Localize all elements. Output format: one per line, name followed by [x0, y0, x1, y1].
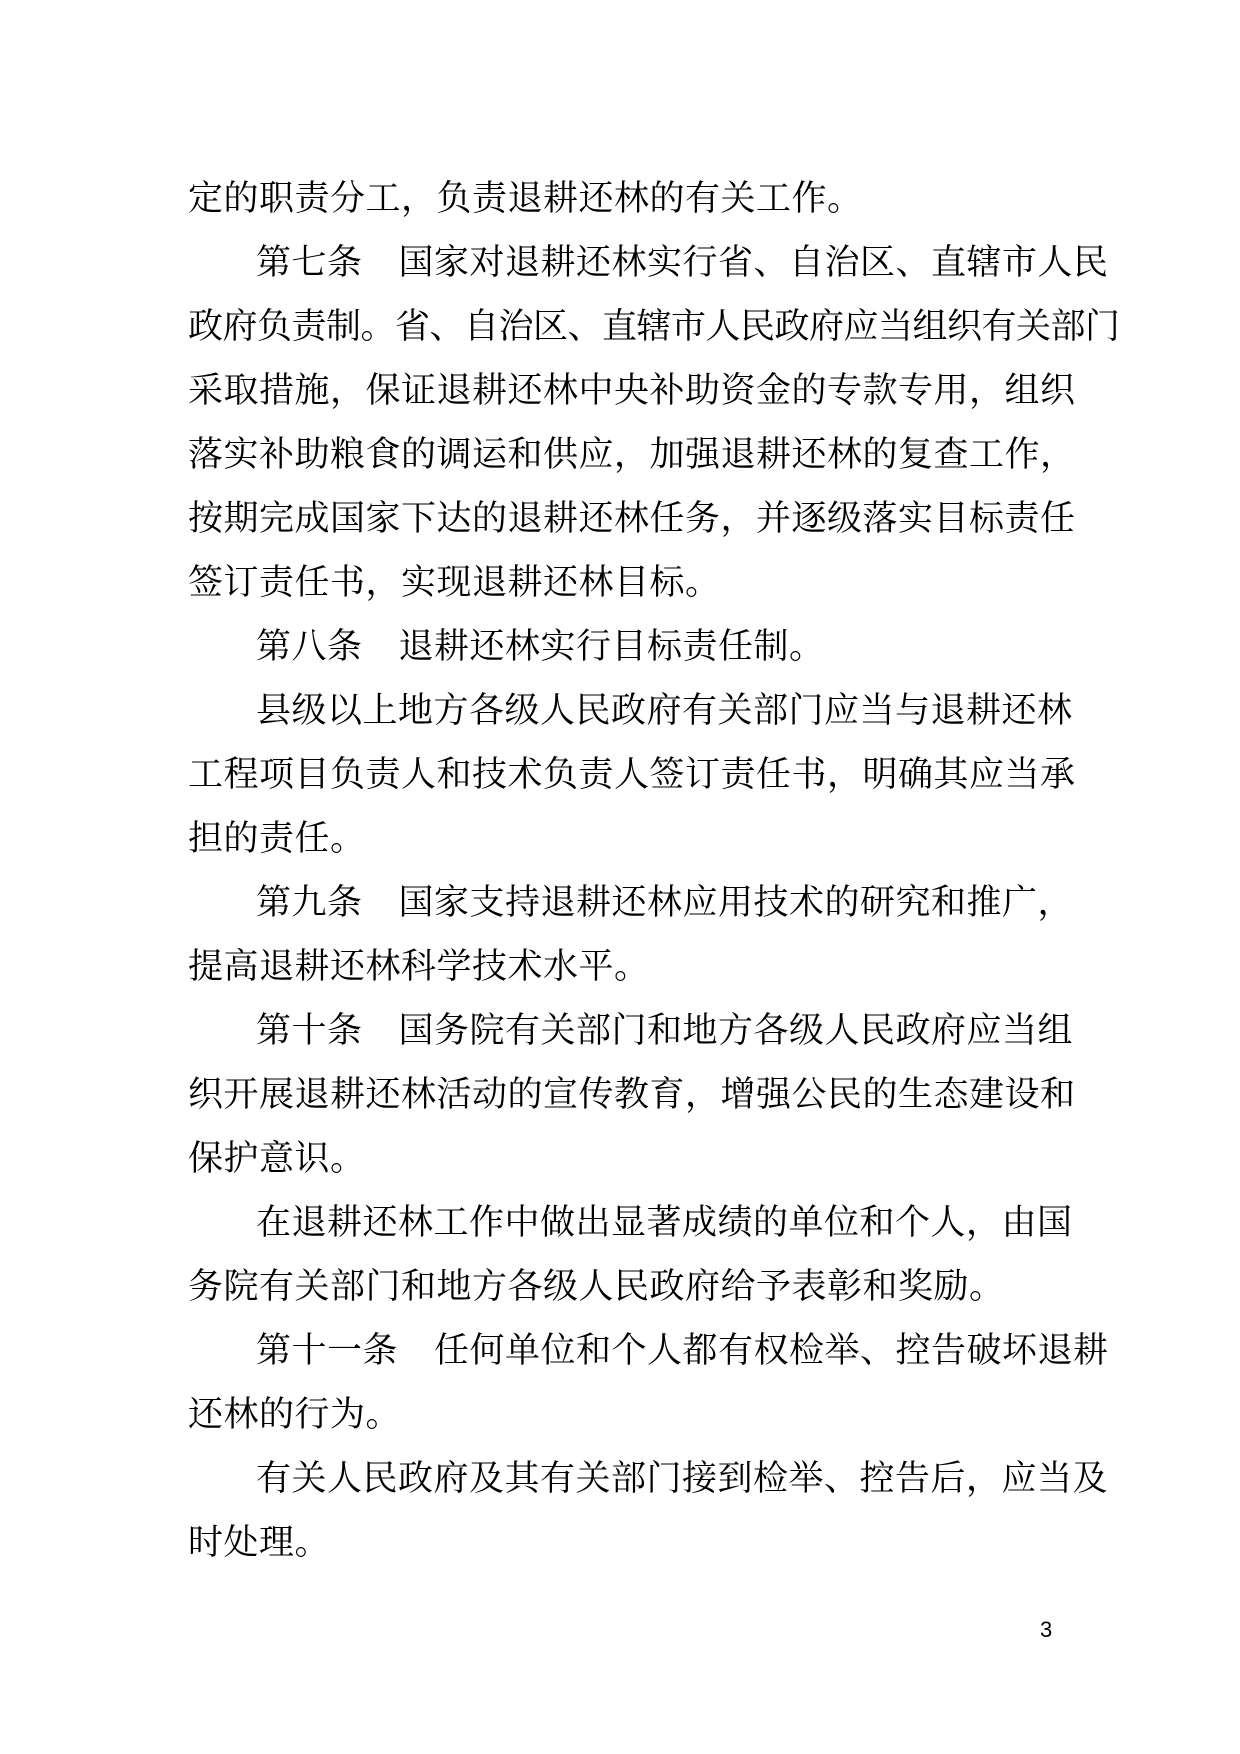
- article-7-heading: 第七条: [256, 243, 363, 283]
- article-9-line: [188, 871, 1074, 935]
- text-line: 务院有关部门和地方各级人民政府给予表彰和奖励。: [188, 1267, 1005, 1307]
- text-line: 退耕还林实行目标责任制。: [398, 627, 825, 667]
- text-line: 定的职责分工，负责退耕还林的有关工作。: [188, 179, 863, 219]
- text-line: 采取措施，保证退耕还林中央补助资金的专款专用，组织: [188, 371, 1076, 411]
- article-8-heading: 第八条: [256, 627, 363, 667]
- text-line: 国家对退耕还林实行省、自治区、直辖市人民: [398, 243, 1109, 283]
- text-line: 有关人民政府及其有关部门接到检举、控告后，应当及: [256, 1459, 1109, 1499]
- text-line: 落实补助粮食的调运和供应，加强退耕还林的复查工作，: [188, 435, 1076, 475]
- text-line: 政府负责制。省、自治区、直辖市人民政府应当组织有关部门: [188, 307, 1120, 347]
- text-line: 时处理。: [188, 1523, 331, 1563]
- text-line: 在退耕还林工作中做出显著成绩的单位和个人，由国: [256, 1203, 1073, 1243]
- text-line: 还林的行为。: [188, 1395, 402, 1435]
- body-text: [188, 167, 1120, 1575]
- text-line: 国家支持退耕还林应用技术的研究和推广，: [398, 883, 1074, 923]
- text-line: 保护意识。: [188, 1139, 366, 1179]
- text-line: 任何单位和个人都有权检举、控告破坏退耕: [434, 1331, 1109, 1371]
- article-11-heading: 第十一条: [256, 1331, 399, 1371]
- text-line: 工程项目负责人和技术负责人签订责任书，明确其应当承: [188, 755, 1076, 795]
- article-7-line: [188, 231, 1109, 295]
- text-line: 签订责任书，实现退耕还林目标。: [188, 563, 721, 603]
- text-line: 国务院有关部门和地方各级人民政府应当组: [398, 1011, 1074, 1051]
- article-10-heading: 第十条: [256, 1011, 363, 1051]
- text-line: 县级以上地方各级人民政府有关部门应当与退耕还林: [256, 691, 1073, 731]
- article-8-line: [188, 615, 1068, 679]
- text-line: 织开展退耕还林活动的宣传教育，增强公民的生态建设和: [188, 1075, 1076, 1115]
- text-line: 按期完成国家下达的退耕还林任务，并逐级落实目标责任: [188, 499, 1076, 539]
- article-11-line: [188, 1319, 1109, 1383]
- text-line: 提高退耕还林科学技术水平。: [188, 947, 650, 987]
- page-number: 3: [1040, 1617, 1053, 1642]
- article-9-heading: 第九条: [256, 883, 363, 923]
- text-line: 担的责任。: [188, 819, 366, 859]
- article-10-line: [188, 999, 1074, 1063]
